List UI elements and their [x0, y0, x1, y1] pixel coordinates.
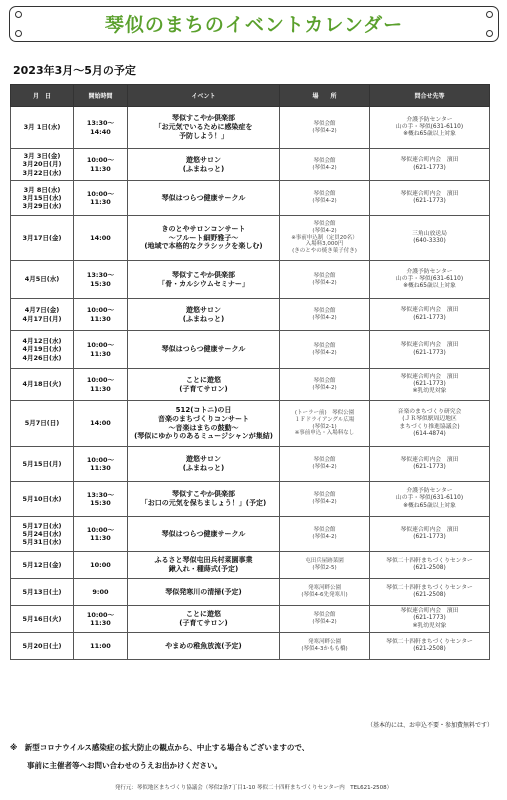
cell-time: 10:00～ 11:30: [74, 299, 128, 331]
page-title: 琴似のまちのイベントカレンダー: [104, 14, 404, 36]
cell-event: 琴似発寒川の清掃(予定): [128, 579, 280, 606]
table-row: [11, 517, 490, 552]
cell-time: 13:30～ 14:40: [74, 107, 128, 149]
cell-event: やまめの稚魚放流(予定): [128, 633, 280, 660]
cell-contact: 琴似二十四軒まちづくりセンター (621-2508): [370, 579, 490, 606]
cell-contact: 琴似連合町内会 濱田 (621-1773): [370, 149, 490, 181]
cell-event: 遊悠サロン (ふまねっと): [128, 299, 280, 331]
cell-place: 発寒河畔公園 (琴似4-6先発寒川): [280, 579, 370, 606]
cell-contact: 琴似連合町内会 濱田 (621-1773): [370, 517, 490, 552]
cell-contact: 琴似連合町内会 濱田 (621-1773): [370, 181, 490, 216]
column-header-time: 開始時間: [74, 85, 128, 107]
cell-contact: 音楽のまちづくり研究会 (ＪＲ琴似駅周辺地区 まちづくり推進協議会) (614-4874): [370, 401, 490, 447]
cell-contact: 介護予防センター 山の手・琴似(631-6110) ※概ね65歳以上対象: [370, 261, 490, 299]
cell-contact: 琴似連合町内会 濱田 (621-1773): [370, 331, 490, 369]
cell-place: 琴似会館 (琴似4-2): [280, 261, 370, 299]
cell-date: 5月15日(月): [11, 447, 74, 482]
title-banner: [9, 6, 499, 42]
table-row: [11, 447, 490, 482]
cell-event: 遊悠サロン (ふまねっと): [128, 149, 280, 181]
table-row: [11, 149, 490, 181]
cell-time: 10:00～ 11:30: [74, 181, 128, 216]
cell-time: 10:00～ 11:30: [74, 517, 128, 552]
cell-place: 琴似会館 (琴似4-2): [280, 181, 370, 216]
cell-date: 5月7日(日): [11, 401, 74, 447]
cell-date: 4月7日(金) 4月17日(月): [11, 299, 74, 331]
cell-event: 512(コトニ)の日 音楽のまちづくりコンサート ～音楽はまちの鼓動～ (琴似にゆかりのあるミュージシャンが集結): [128, 401, 280, 447]
cell-contact: 琴似二十四軒まちづくりセンター (621-2508): [370, 633, 490, 660]
column-header-event: イベント: [128, 85, 280, 107]
cell-place: 琴似会館 (琴似4-2): [280, 482, 370, 517]
cell-date: 4月12日(水) 4月19日(水) 4月26日(水): [11, 331, 74, 369]
cell-date: 5月10日(水): [11, 482, 74, 517]
cell-time: 14:00: [74, 216, 128, 261]
cell-contact: 三角山放送局 (640-3330): [370, 216, 490, 261]
cell-date: 5月16日(火): [11, 606, 74, 633]
cell-place: 琴似会館 (琴似4-2): [280, 149, 370, 181]
cell-time: 9:00: [74, 579, 128, 606]
cell-time: 14:00: [74, 401, 128, 447]
cell-place: 発寒河畔公園 (琴似4-3かもも橋): [280, 633, 370, 660]
cell-event: 琴似すこやか倶楽部 「骨・カルシウムセミナー」: [128, 261, 280, 299]
cell-time: 10:00～ 11:30: [74, 149, 128, 181]
table-row: [11, 369, 490, 401]
caution-note-line2: 事前に主催者等へお問い合わせのうえお出かけください。: [27, 761, 222, 770]
table-row: [11, 552, 490, 579]
cell-place: 琴似会館 (琴似4-2): [280, 107, 370, 149]
table-row: [11, 606, 490, 633]
cell-event: 琴似はつらつ健康サークル: [128, 517, 280, 552]
cell-place: 琴似会館 (琴似4-2): [280, 331, 370, 369]
cell-time: 11:00: [74, 633, 128, 660]
cell-time: 13:30～ 15:30: [74, 482, 128, 517]
cell-time: 10:00～ 11:30: [74, 447, 128, 482]
table-header-row: [11, 85, 490, 107]
table-row: [11, 579, 490, 606]
cell-date: 3月 1日(水): [11, 107, 74, 149]
basic-note: （基本的には、お申込不要・参加費無料です）: [366, 722, 493, 729]
cell-event: ことに遊悠 (子育てサロン): [128, 606, 280, 633]
cell-place: 琴似会館 (琴似4-2): [280, 369, 370, 401]
cell-contact: 介護予防センター 山の手・琴似(631-6110) ※概ね65歳以上対象: [370, 107, 490, 149]
cell-contact: 介護予防センター 山の手・琴似(631-6110) ※概ね65歳以上対象: [370, 482, 490, 517]
cell-contact: 琴似連合町内会 濱田 (621-1773): [370, 299, 490, 331]
cell-date: 5月12日(金): [11, 552, 74, 579]
cell-contact: 琴似連合町内会 濱田 (621-1773): [370, 447, 490, 482]
cell-event: 遊悠サロン (ふまねっと): [128, 447, 280, 482]
cell-event: 琴似はつらつ健康サークル: [128, 331, 280, 369]
cell-place: 琴似会館 (琴似4-2): [280, 299, 370, 331]
event-table: [10, 84, 490, 660]
table-row: [11, 633, 490, 660]
cell-place: 琴似会館 (琴似4-2) ※事前申込制（定員20名） 入場料3,000円 (きのとやの焼き菓子付き): [280, 216, 370, 261]
cell-place: 琴似会館 (琴似4-2): [280, 606, 370, 633]
cell-time: 10:00: [74, 552, 128, 579]
cell-event: きのとやサロンコンサート ～フルート細野雅子～ (地域で本格的なクラシックを楽しむ): [128, 216, 280, 261]
cell-date: 5月17日(水) 5月24日(水) 5月31日(水): [11, 517, 74, 552]
table-row: [11, 261, 490, 299]
cell-place: 屯田兵屋跡菜園 (琴似2-5): [280, 552, 370, 579]
column-header-place: 場 所: [280, 85, 370, 107]
table-row: [11, 482, 490, 517]
caution-note-line1: ※ 新型コロナウイルス感染症の拡大防止の観点から、中止する場合もございますので、: [10, 743, 310, 752]
cell-time: 13:30～ 15:30: [74, 261, 128, 299]
cell-event: 琴似すこやか倶楽部 「お口の元気を保ちましょう！」(予定): [128, 482, 280, 517]
publisher: 発行元：琴似地区まちづくり協議会（琴似2条7丁目1-10 琴似二十四軒まちづくりセンター内 TEL621-2508）: [114, 785, 393, 791]
cell-date: 5月13日(土): [11, 579, 74, 606]
cell-date: 4月5日(水): [11, 261, 74, 299]
cell-date: 5月20日(土): [11, 633, 74, 660]
cell-date: 3月 3日(金) 3月20日(月) 3月22日(水): [11, 149, 74, 181]
cell-contact: 琴似二十四軒まちづくりセンター (621-2508): [370, 552, 490, 579]
cell-place: 琴似会館 (琴似4-2): [280, 447, 370, 482]
cell-event: ことに遊悠 (子育てサロン): [128, 369, 280, 401]
cell-event: 琴似はつらつ健康サークル: [128, 181, 280, 216]
cell-place: 琴似会館 (琴似4-2): [280, 517, 370, 552]
cell-event: 琴似すこやか倶楽部 「お元気でいるために感染症を 予防しよう！」: [128, 107, 280, 149]
table-row: [11, 181, 490, 216]
period-subtitle: 2023年3月～5月の予定: [13, 64, 136, 77]
cell-time: 10:00～ 11:30: [74, 331, 128, 369]
table-row: [11, 401, 490, 447]
cell-time: 10:00～ 11:30: [74, 606, 128, 633]
cell-date: 3月17日(金): [11, 216, 74, 261]
cell-date: 3月 8日(水) 3月15日(水) 3月29日(水): [11, 181, 74, 216]
cell-contact: 琴似連合町内会 濱田 (621-1773) ※乳幼児対象: [370, 606, 490, 633]
cell-time: 10:00～ 11:30: [74, 369, 128, 401]
column-header-contact: 問合せ先等: [370, 85, 490, 107]
cell-event: ふるさと琴似屯田兵村菜園事業 鍬入れ・種蒔式(予定): [128, 552, 280, 579]
table-row: [11, 107, 490, 149]
table-row: [11, 331, 490, 369]
cell-place: (トーラー前) 琴似公園 １Ｆドライアングル広場 (琴似2-1) ※事前申込・入場料なし: [280, 401, 370, 447]
table-row: [11, 216, 490, 261]
column-header-date: 月 日: [11, 85, 74, 107]
cell-date: 4月18日(火): [11, 369, 74, 401]
cell-contact: 琴似連合町内会 濱田 (621-1773) ※乳幼児対象: [370, 369, 490, 401]
table-row: [11, 299, 490, 331]
